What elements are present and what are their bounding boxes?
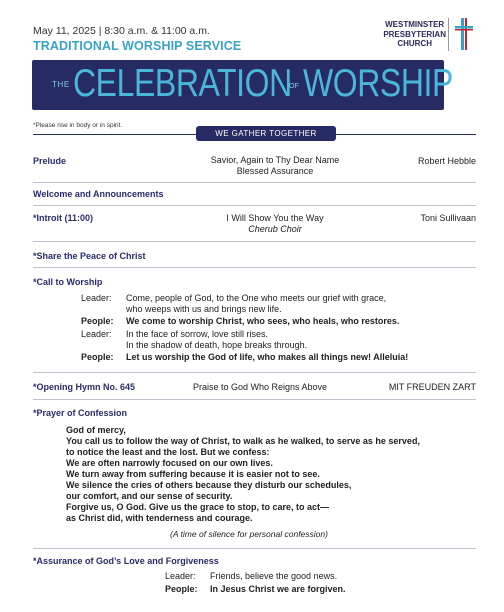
call-text: [126, 293, 386, 315]
service-title: TRADITIONAL WORSHIP SERVICE: [33, 39, 242, 53]
prelude-composer: Robert Hebble: [417, 156, 476, 166]
call-heading: *Call to Worship: [33, 277, 103, 287]
prayer-line: our comfort, and our sense of security.: [66, 491, 233, 501]
rise-note: *Please rise in body or in spirit.: [33, 122, 123, 129]
banner-celebration: CELEBRATION: [73, 62, 292, 105]
prayer-line: God of mercy,: [66, 425, 126, 435]
section-rule: [33, 372, 476, 373]
prayer-line: We turn away from suffering because it is easier not to see.: [66, 469, 320, 479]
banner-worship: WORSHIP: [303, 62, 453, 105]
banner-of: OF: [289, 83, 299, 90]
church-name-line: PRESBYTERIAN: [383, 29, 446, 39]
call-text-line: who weeps with us and brings new life.: [126, 304, 282, 314]
prayer-line: to notice the least and the lost. But we confess:: [66, 447, 270, 457]
cross-logo-icon: [453, 16, 475, 52]
call-text-line: Let us worship the God of life, who makes all things new! Alleluia!: [126, 352, 409, 362]
prayer-line: Forgive us, O God. Give us the grace to stop, to care, to act—: [66, 502, 330, 512]
assurance-heading: *Assurance of God’s Love and Forgiveness: [33, 556, 219, 566]
introit-titles: [150, 213, 400, 235]
prelude-title: Blessed Assurance: [236, 166, 314, 176]
assurance-text: In Jesus Christ we are forgiven.: [210, 584, 346, 594]
prelude-title: Savior, Again to Thy Dear Name: [210, 155, 340, 165]
section-rule: [33, 205, 476, 206]
speaker-label: Leader:: [81, 293, 112, 303]
speaker-label: People:: [165, 584, 198, 594]
welcome-heading: Welcome and Announcements: [33, 189, 164, 199]
speaker-label: People:: [81, 352, 114, 362]
assurance-text: Friends, believe the good news.: [210, 571, 338, 581]
call-text-line: Come, people of God, to the One who meets our grief with grace,: [126, 293, 387, 303]
introit-choir: Cherub Choir: [248, 224, 302, 234]
prayer-line: You call us to follow the way of Christ, to walk as he walked, to serve as he served,: [66, 436, 420, 446]
peace-heading: *Share the Peace of Christ: [33, 251, 146, 261]
call-text: [126, 329, 307, 351]
speaker-label: Leader:: [81, 329, 112, 339]
assurance-line-leader: [165, 571, 465, 582]
introit-title: I Will Show You the Way: [226, 213, 324, 223]
prayer-line: We silence the cries of others because they disturb our schedules,: [66, 480, 352, 490]
celebration-banner: [32, 60, 453, 110]
service-date: May 11, 2025 | 8:30 a.m. & 11:00 a.m.: [33, 25, 210, 37]
church-name-line: CHURCH: [397, 39, 432, 48]
call-text-line: In the shadow of death, hope breaks through.: [126, 340, 308, 350]
prayer-line: We are often narrowly focused on our own lives.: [66, 458, 273, 468]
speaker-label: People:: [81, 316, 114, 326]
assurance-line-people: [165, 584, 465, 595]
hymn-tune: MIT FREUDEN ZART: [388, 382, 476, 392]
section-label: WE GATHER TOGETHER: [196, 126, 336, 141]
prelude-heading: Prelude: [33, 156, 67, 166]
confession-heading: *Prayer of Confession: [33, 408, 128, 418]
church-name-line: WESTMINSTER: [385, 20, 445, 29]
call-line-leader: [81, 293, 481, 315]
call-line-people: [81, 352, 481, 363]
church-name: [383, 20, 446, 49]
section-rule: [33, 267, 476, 268]
section-rule: [33, 399, 476, 400]
call-text-line: In the face of sorrow, love still rises.: [126, 329, 269, 339]
section-rule: [33, 182, 476, 183]
confession-prayer: [66, 425, 420, 524]
call-text-line: We come to worship Christ, who sees, who heals, who restores.: [126, 316, 400, 326]
prayer-line: as Christ did, with tenderness and courage.: [66, 513, 253, 523]
call-line-people: [81, 316, 481, 327]
introit-heading: *Introit (11:00): [33, 213, 94, 223]
section-rule: [33, 241, 476, 242]
hymn-heading: *Opening Hymn No. 645: [33, 382, 136, 392]
speaker-label: Leader:: [165, 571, 196, 581]
prelude-titles: [150, 155, 400, 177]
section-rule: [33, 548, 476, 549]
hymn-title: Praise to God Who Reigns Above: [192, 382, 328, 392]
silence-note: (A time of silence for personal confession): [170, 529, 328, 539]
logo-divider: [448, 18, 449, 51]
banner-the: THE: [52, 80, 70, 89]
call-line-leader: [81, 329, 481, 351]
introit-composer: Toni Sullivaan: [420, 213, 476, 223]
